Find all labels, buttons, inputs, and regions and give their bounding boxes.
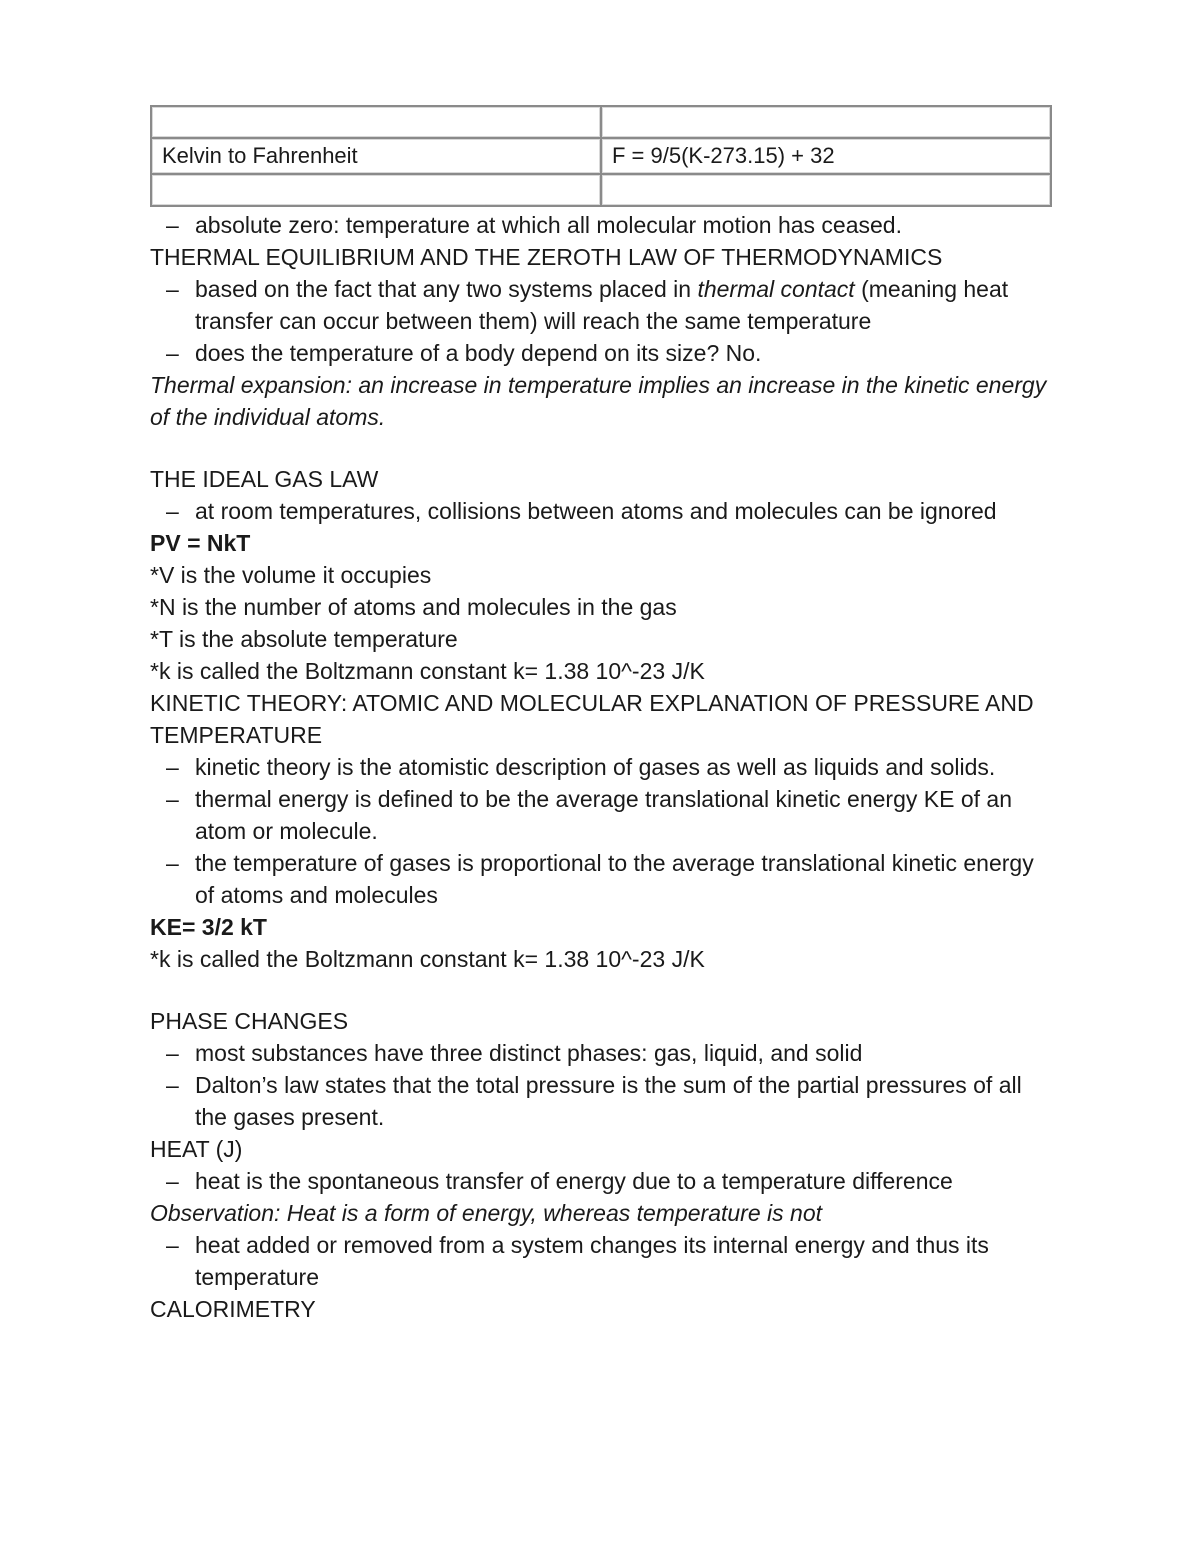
formula: PV = NkT: [150, 530, 251, 556]
bullet-item: – the temperature of gases is proportional to the average translational kinetic energy of atoms and molecules: [150, 847, 1050, 911]
notes-body: [150, 209, 1050, 1325]
note-line: *k is called the Boltzmann constant k= 1.38 10^-23 J/K: [150, 946, 705, 972]
table-row: [151, 106, 1051, 138]
note-line: *k is called the Boltzmann constant k= 1.38 10^-23 J/K: [150, 658, 705, 684]
section-heading: PHASE CHANGES: [150, 1008, 349, 1034]
dash-bullet: –: [166, 1168, 179, 1194]
table-cell: [151, 174, 601, 206]
italic-note: Observation: Heat is a form of energy, whereas temperature is not: [150, 1200, 822, 1226]
dash-bullet: –: [166, 1232, 179, 1258]
table-cell: [151, 106, 601, 138]
dash-bullet: –: [166, 212, 179, 238]
table-cell: F = 9/5(K-273.15) + 32: [601, 138, 1051, 174]
dash-bullet: –: [166, 786, 179, 812]
bullet-item: – Dalton’s law states that the total pressure is the sum of the partial pressures of all the gases present.: [150, 1069, 1050, 1133]
bullet-item: – heat added or removed from a system changes its internal energy and thus its temperature: [150, 1229, 1050, 1293]
dash-bullet: –: [166, 1040, 179, 1066]
note-line: *N is the number of atoms and molecules in the gas: [150, 594, 677, 620]
bullet-item: – kinetic theory is the atomistic description of gases as well as liquids and solids.: [150, 751, 1050, 783]
formula: KE= 3/2 kT: [150, 914, 267, 940]
bullet-item: – heat is the spontaneous transfer of energy due to a temperature difference: [150, 1165, 1050, 1197]
section-heading: KINETIC THEORY: ATOMIC AND MOLECULAR EXPLANATION OF PRESSURE AND TEMPERATURE: [150, 690, 1034, 748]
bullet-item: – does the temperature of a body depend on its size? No.: [150, 337, 1050, 369]
note-line: *V is the volume it occupies: [150, 562, 432, 588]
table-cell: [601, 174, 1051, 206]
dash-bullet: –: [166, 1072, 179, 1098]
section-heading: HEAT (J): [150, 1136, 243, 1162]
document-page: [150, 105, 1050, 1325]
bullet-item: – at room temperatures, collisions between atoms and molecules can be ignored: [150, 495, 1050, 527]
dash-bullet: –: [166, 754, 179, 780]
dash-bullet: –: [166, 340, 179, 366]
conversion-table: [150, 105, 1052, 207]
table-cell: Kelvin to Fahrenheit: [151, 138, 601, 174]
italic-note: Thermal expansion: an increase in temperature implies an increase in the kinetic energy of the individual atoms.: [150, 372, 1047, 430]
dash-bullet: –: [166, 276, 179, 302]
dash-bullet: –: [166, 850, 179, 876]
bullet-item: – absolute zero: temperature at which all molecular motion has ceased.: [150, 209, 1050, 241]
bullet-item: – thermal energy is defined to be the average translational kinetic energy KE of an atom or molecule.: [150, 783, 1050, 847]
section-heading: THERMAL EQUILIBRIUM AND THE ZEROTH LAW OF THERMODYNAMICS: [150, 244, 943, 270]
section-heading: CALORIMETRY: [150, 1296, 316, 1322]
note-line: *T is the absolute temperature: [150, 626, 458, 652]
italic-term: thermal contact: [697, 276, 855, 302]
table-row: [151, 138, 1051, 174]
dash-bullet: –: [166, 498, 179, 524]
table-cell: [601, 106, 1051, 138]
bullet-item: – most substances have three distinct phases: gas, liquid, and solid: [150, 1037, 1050, 1069]
section-heading: THE IDEAL GAS LAW: [150, 466, 379, 492]
bullet-item: – based on the fact that any two systems placed in thermal contact (meaning heat transfer can occur between them) will reach the same temperature: [150, 273, 1050, 337]
table-row: [151, 174, 1051, 206]
